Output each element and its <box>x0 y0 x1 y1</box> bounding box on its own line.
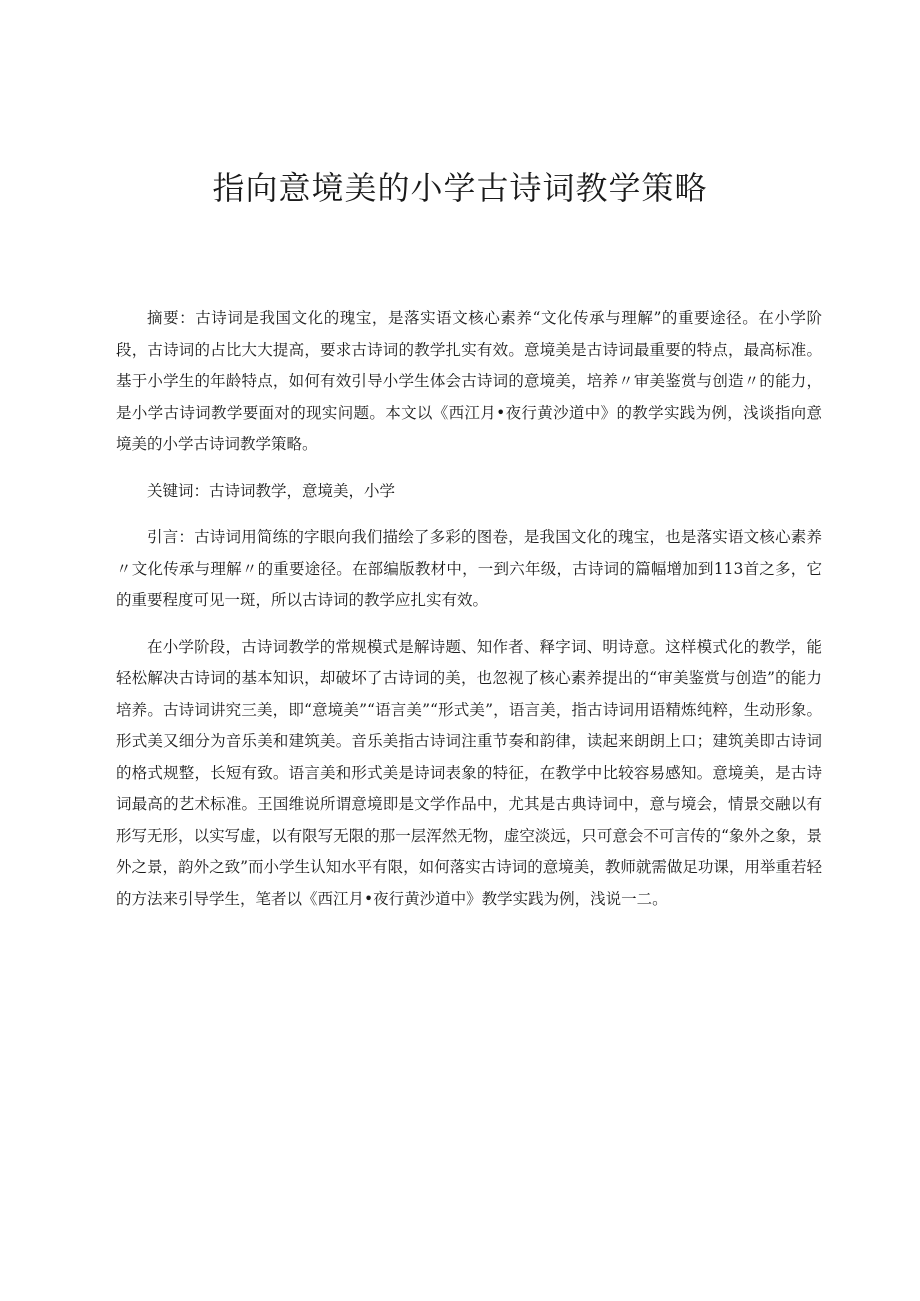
document-body <box>116 303 822 915</box>
body-paragraph: 在小学阶段，古诗词教学的常规模式是解诗题、知作者、释字词、明诗意。这样模式化的教学，能轻松解决古诗词的基本知识，却破坏了古诗词的美，也忽视了核心素养提出的“审美鉴赏与创造”的能力培养。古诗词讲究三美，即“意境美”“语言美”“形式美”，语言美，指古诗词用语精炼纯粹，生动形象。形式美又细分为音乐美和建筑美。音乐美指古诗词注重节奏和韵律，读起来朗朗上口；建筑美即古诗词的格式规整，长短有致。语言美和形式美是诗词表象的特征，在教学中比较容易感知。意境美，是古诗词最高的艺术标准。王国维说所谓意境即是文学作品中，尤其是古典诗词中，意与境会，情景交融以有形写无形，以实写虚，以有限写无限的那一层浑然无物，虚空淡远，只可意会不可言传的“象外之象，景外之景，韵外之致”而小学生认知水平有限，如何落实古诗词的意境美，教师就需做足功课，用举重若轻的方法来引导学生，笔者以《西江月•夜行黄沙道中》教学实践为例，浅说一二。 <box>116 637 822 908</box>
abstract-paragraph: 摘要：古诗词是我国文化的瑰宝，是落实语文核心素养“文化传承与理解”的重要途径。在小学阶段，古诗词的占比大大提高，要求古诗词的教学扎实有效。意境美是古诗词最重要的特点，最高标准。基于小学生的年龄特点，如何有效引导小学生体会古诗词的意境美，培养〃审美鉴赏与创造〃的能力，是小学古诗词教学要面对的现实问题。本文以《西江月•夜行黄沙道中》的教学实践为例，浅谈指向意境美的小学古诗词教学策略。 <box>116 309 822 453</box>
introduction-paragraph: 引言：古诗词用简练的字眼向我们描绘了多彩的图卷，是我国文化的瑰宝，也是落实语文核心素养〃文化传承与理解〃的重要途径。在部编版教材中，一到六年级，古诗词的篇幅增加到113首之多，它的重要程度可见一斑，所以古诗词的教学应扎实有效。 <box>116 528 822 609</box>
keywords-paragraph: 关键词：古诗词教学，意境美，小学 <box>147 481 396 500</box>
document-title: 指向意境美的小学古诗词教学策略 <box>212 169 708 207</box>
